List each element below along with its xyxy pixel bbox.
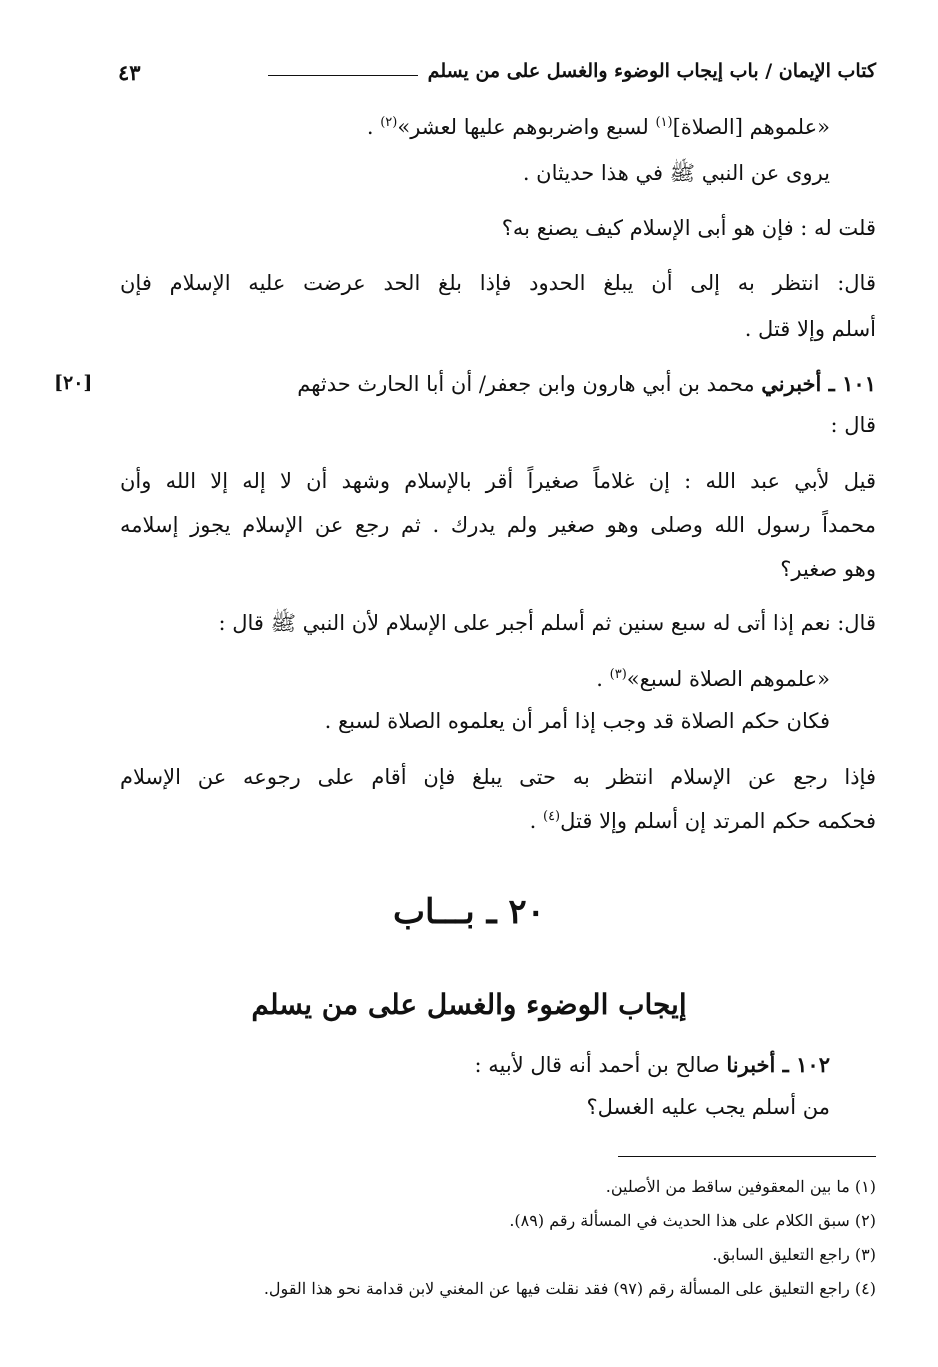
footnote-separator <box>618 1156 876 1157</box>
entry-text: صالح بن أحمد أنه قال لأبيه : <box>474 1053 727 1077</box>
footnote-ref: (١) <box>655 115 673 130</box>
running-header <box>108 60 876 88</box>
paragraph-line: فإذا رجع عن الإسلام انتظر به حتى يبلغ فإن أقام على رجوعه عن الإسلام <box>120 765 876 789</box>
paragraph-line: قال: نعم إذا أتى له سبع سنين ثم أسلم أجبر على الإسلام لأن النبي ﷺ قال : <box>218 611 876 635</box>
paragraph-line: من أسلم يجب عليه الغسل؟ <box>586 1095 830 1119</box>
header-rule <box>268 75 418 76</box>
paragraph-line <box>596 664 830 694</box>
entry-text: محمد بن أبي هارون وابن جعفر/ أن أبا الحارث حدثهم <box>297 372 762 396</box>
paragraph-line <box>530 806 876 836</box>
footnote-ref: (٢) <box>380 115 398 130</box>
paragraph-line: وهو صغير؟ <box>780 557 876 581</box>
header-title: كتاب الإيمان / باب إيجاب الوضوء والغسل على من يسلم <box>427 60 876 82</box>
chapter-title: إيجاب الوضوء والغسل على من يسلم <box>251 988 687 1021</box>
quote-text: «علموهم [الصلاة] <box>672 115 830 139</box>
section-heading: ٢٠ ـ بـــاب <box>393 892 545 932</box>
punctuation: . <box>529 809 543 833</box>
footnote: (٢) سبق الكلام على هذا الحديث في المسألة رقم (٨٩). <box>509 1211 876 1230</box>
paragraph-line: أسلم وإلا قتل . <box>744 317 876 341</box>
paragraph-line: قال: انتظر به إلى أن يبلغ الحدود فإذا بلغ الحد عرضت عليه الإسلام فإن <box>120 271 876 295</box>
footnote-ref: (٣) <box>609 667 627 682</box>
paragraph-line: قيل لأبي عبد الله : إن غلاماً صغيراً أقر بالإسلام وشهد أن لا إله إلا الله وأن <box>120 469 876 493</box>
paragraph-line: قلت له : فإن هو أبى الإسلام كيف يصنع به؟ <box>501 216 876 240</box>
footnote: (٣) راجع التعليق السابق. <box>712 1245 876 1264</box>
footnote: (١) ما بين المعقوفين ساقط من الأصلين. <box>605 1177 876 1196</box>
footnote: (٤) راجع التعليق على المسألة رقم (٩٧) فقد نقلت فيها عن المغني لابن قدامة نحو هذا القول. <box>263 1279 876 1298</box>
punctuation: . <box>366 115 381 139</box>
paragraph-line: محمداً رسول الله وصلى وهو صغير ولم يدرك . ثم رجع عن الإسلام يجوز إسلامه <box>120 513 876 537</box>
quote-text: «علموهم الصلاة لسبع» <box>626 667 830 691</box>
page-number: ٤٣ <box>118 60 141 85</box>
paragraph-text: فحكمه حكم المرتد إن أسلم وإلا قتل <box>560 809 876 833</box>
quote-text: لسبع واضربوهم عليها لعشر» <box>397 115 656 139</box>
entry-number: ١٠١ ـ أخبرني <box>761 371 876 396</box>
footnote-ref: (٤) <box>542 809 561 824</box>
paragraph-line <box>297 369 876 399</box>
punctuation: . <box>596 667 610 691</box>
paragraph-line <box>475 1050 830 1080</box>
paragraph-line: فكان حكم الصلاة قد وجب إذا أمر أن يعلموه الصلاة لسبع . <box>324 709 830 733</box>
margin-reference: [٢٠] <box>54 372 93 394</box>
paragraph-line <box>367 112 830 142</box>
paragraph-line: قال : <box>830 413 876 437</box>
entry-number: ١٠٢ ـ أخبرنا <box>726 1052 830 1077</box>
paragraph-line: يروى عن النبي ﷺ في هذا حديثان . <box>522 161 830 185</box>
